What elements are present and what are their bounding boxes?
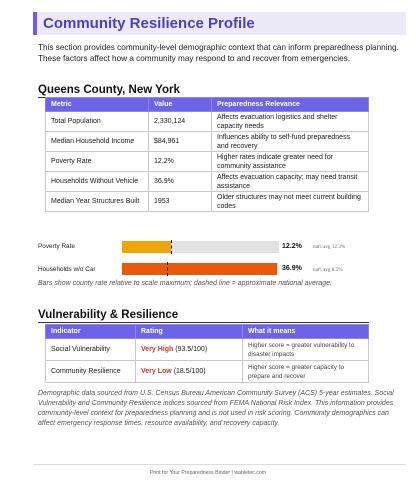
intro-text: This section provides community-level demographic context that can inform preparedness planning. These factors affect how a community may respond to and recover from emergencies. (38, 43, 399, 63)
vulnerability-divider (38, 322, 369, 323)
county-title: Queens County, New York (38, 84, 180, 96)
relevance-cell: Affects evacuation logistics and shelter capacity needs (212, 112, 369, 132)
metric-cell: Households Without Vehicle (46, 172, 149, 192)
table-header-cell: Indicator (46, 325, 136, 339)
table-row (46, 172, 369, 192)
meaning-cell: Higher score = greater vulnerability to disaster impacts (243, 339, 369, 361)
data-source-note: Demographic data sourced from U.S. Census Bureau American Community Survey (ACS) 5-year estimates. Social Vulnerability and Community Resilience indices sourced from FEMA National Risk Index. This information provides community-level context for preparedness planning and is not used in risk scoring. Community demographics can affect emergency response times, resource availability, and recovery capacity. (38, 390, 394, 427)
no-car-bar-track (122, 263, 279, 275)
footer-divider (33, 464, 406, 465)
no-car-bar-label: Households w/o Car (38, 266, 96, 273)
no-car-national-avg: nat'l avg 8.5% (313, 267, 343, 273)
rating-cell (136, 361, 243, 383)
indicator-cell: Social Vulnerability (46, 339, 136, 361)
poverty-bar-label: Poverty Rate (38, 243, 75, 250)
table-header-cell: Metric (46, 98, 149, 112)
demographics-table (45, 97, 369, 212)
table-row (46, 361, 369, 383)
vulnerability-title: Vulnerability & Resilience (38, 309, 179, 321)
meaning-cell: Higher score = greater capacity to prepare and recover (243, 361, 369, 383)
metric-cell: Median Household Income (46, 132, 149, 152)
vulnerability-table (45, 324, 369, 383)
value-cell: 12.2% (149, 152, 212, 172)
table-header-cell: Value (149, 98, 212, 112)
relevance-cell: Affects evacuation capacity; may need transit assistance (212, 172, 369, 192)
table-header-row (46, 325, 369, 339)
title-bar (33, 12, 406, 35)
indicator-cell: Community Resilience (46, 361, 136, 383)
page-title: Community Resilience Profile (43, 15, 255, 32)
poverty-bar-value: 12.2% (282, 243, 302, 250)
relevance-cell: Influences ability to self-fund preparedness and recovery (212, 132, 369, 152)
bars-caption: Bars show county rate relative to scale maximum; dashed line = approximate national average. (38, 280, 332, 287)
no-car-bar-value: 36.9% (282, 265, 302, 272)
table-row (46, 132, 369, 152)
rating-score: (18.5/100) (173, 368, 206, 375)
table-header-cell: Preparedness Relevance (212, 98, 369, 112)
table-row (46, 152, 369, 172)
page-footer: Print for Your Preparedness Binder | wahletec.com (149, 470, 267, 476)
poverty-bar-track (122, 241, 279, 253)
poverty-national-avg: nat'l avg 12.3% (313, 244, 346, 250)
table-row (46, 112, 369, 132)
no-car-national-marker (167, 262, 168, 276)
relevance-cell: Higher rates indicate greater need for community assistance (212, 152, 369, 172)
table-header-cell: What it means (243, 325, 369, 339)
poverty-national-marker (171, 240, 172, 254)
rating-score: (93.5/100) (175, 346, 208, 353)
value-cell: $84,961 (149, 132, 212, 152)
value-cell: 2,330,124 (149, 112, 212, 132)
metric-cell: Poverty Rate (46, 152, 149, 172)
no-car-bar-fill (122, 263, 277, 275)
metric-cell: Total Population (46, 112, 149, 132)
rating-level: Very Low (141, 368, 172, 375)
table-header-cell: Rating (136, 325, 243, 339)
table-row (46, 339, 369, 361)
rating-level: Very High (141, 346, 174, 353)
metric-cell: Median Year Structures Built (46, 192, 149, 212)
value-cell: 36.9% (149, 172, 212, 192)
value-cell: 1953 (149, 192, 212, 212)
poverty-bar-fill (122, 241, 171, 253)
relevance-cell: Older structures may not meet current building codes (212, 192, 369, 212)
rating-cell (136, 339, 243, 361)
table-row (46, 192, 369, 212)
table-header-row (46, 98, 369, 112)
